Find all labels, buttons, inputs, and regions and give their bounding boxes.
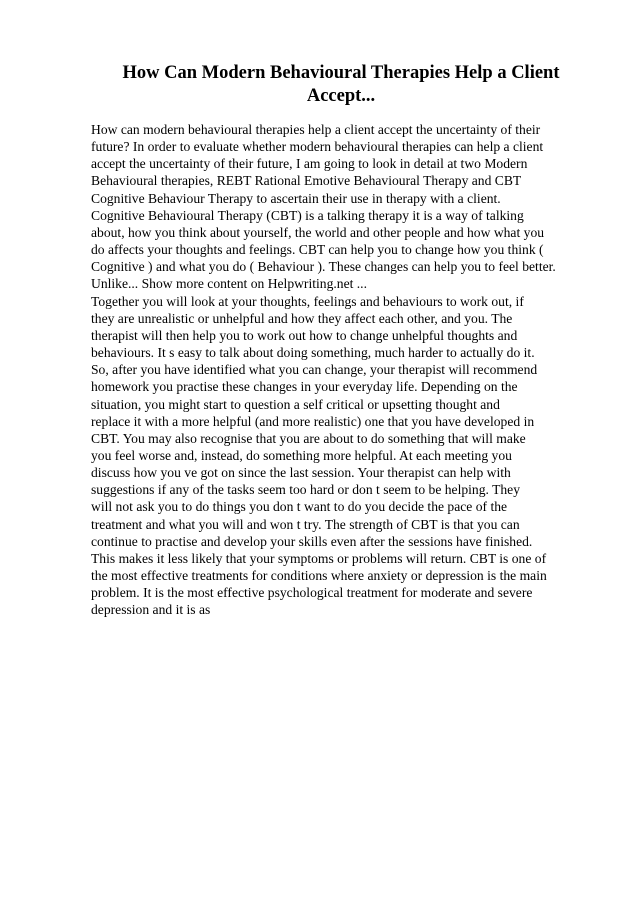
body-line: the most effective treatments for conditions where anxiety or depression is the main bbox=[91, 568, 547, 584]
body-line: future? In order to evaluate whether modern behavioural therapies can help a client bbox=[91, 139, 544, 155]
body-line: suggestions if any of the tasks seem too hard or don t seem to be helping. They bbox=[91, 482, 521, 498]
body-text bbox=[91, 121, 596, 619]
body-line: homework you practise these changes in your everyday life. Depending on the bbox=[91, 379, 518, 395]
body-line: depression and it is as bbox=[91, 602, 211, 618]
title-line: How Can Modern Behavioural Therapies Help a Client bbox=[122, 63, 560, 83]
title-line: Accept... bbox=[306, 86, 376, 106]
body-line: CBT. You may also recognise that you are about to do something that will make bbox=[91, 430, 526, 446]
body-line: accept the uncertainty of their future, I am going to look in detail at two Modern bbox=[91, 156, 528, 172]
body-line: Cognitive Behavioural Therapy (CBT) is a talking therapy it is a way of talking bbox=[91, 207, 524, 223]
body-line: about, how you think about yourself, the world and other people and how what you bbox=[91, 224, 545, 240]
body-line: situation, you might start to question a self critical or upsetting thought and bbox=[91, 396, 500, 412]
body-line: Unlike... Show more content on Helpwriting.net ... bbox=[91, 276, 367, 292]
body-line: you feel worse and, instead, do something more helpful. At each meeting you bbox=[91, 447, 512, 463]
body-line: therapist will then help you to work out how to change unhelpful thoughts and bbox=[91, 327, 518, 343]
body-line: Cognitive Behaviour Therapy to ascertain their use in therapy with a client. bbox=[91, 190, 501, 206]
body-line: problem. It is the most effective psychological treatment for moderate and severe bbox=[91, 585, 533, 601]
body-line: Behavioural therapies, REBT Rational Emotive Behavioural Therapy and CBT bbox=[91, 173, 522, 189]
body-line: behaviours. It s easy to talk about doing something, much harder to actually do it. bbox=[91, 345, 535, 361]
body-line: will not ask you to do things you don t want to do you decide the pace of the bbox=[91, 499, 508, 515]
body-line: How can modern behavioural therapies help a client accept the uncertainty of their bbox=[91, 122, 541, 137]
body-line: they are unrealistic or unhelpful and how they affect each other, and you. The bbox=[91, 310, 513, 326]
body-line: This makes it less likely that your symptoms or problems will return. CBT is one of bbox=[91, 550, 547, 566]
body-line: replace it with a more helpful (and more realistic) one that you have developed in bbox=[91, 413, 535, 429]
body-line: Cognitive ) and what you do ( Behaviour ). These changes can help you to feel better. bbox=[91, 259, 556, 275]
body-line: treatment and what you will and won t try. The strength of CBT is that you can bbox=[91, 516, 520, 532]
body-line: discuss how you ve got on since the last session. Your therapist can help with bbox=[91, 465, 511, 481]
document-title bbox=[92, 62, 590, 108]
body-line: do affects your thoughts and feelings. CBT can help you to change how you think ( bbox=[91, 242, 544, 258]
body-line: continue to practise and develop your skills even after the sessions have finished. bbox=[91, 533, 533, 549]
body-line: Together you will look at your thoughts, feelings and behaviours to work out, if bbox=[91, 293, 524, 309]
body-line: So, after you have identified what you can change, your therapist will recommend bbox=[91, 362, 538, 378]
